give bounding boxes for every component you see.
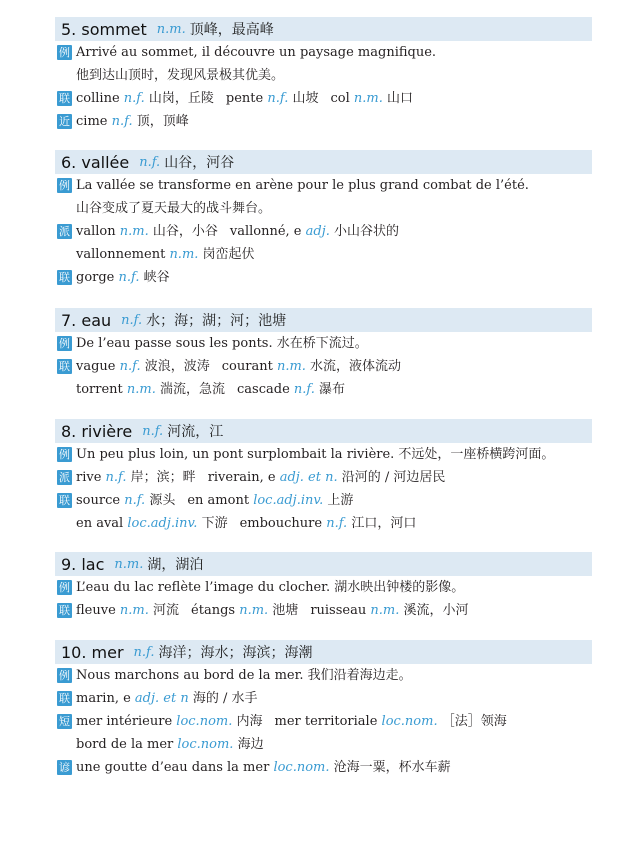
line-text: 山谷变成了夏天最大的战斗舞台。 [76,201,272,216]
line-text: mer intérieure [76,714,177,729]
line-text: 峡谷 [139,270,170,285]
entry-line [55,174,592,197]
part-of-speech: n.f. [121,312,143,328]
grammar-label: adj. [305,224,330,239]
translation: 海洋；海水；海滨；海潮 [158,645,313,661]
line-text: 顶，顶峰 [132,114,189,129]
line-text: rive [76,470,106,485]
line-text: 沿河的 / 河边居民 [337,470,446,485]
entry-lines [55,174,592,289]
grammar-label: adj. et n [134,691,189,706]
grammar-label: n.m. [119,224,149,239]
entry-line [55,197,592,220]
part-of-speech: n.f. [139,154,161,170]
entry-header [55,552,592,576]
line-text: cime [76,114,112,129]
entry-vallee [55,150,592,289]
translation: 河流，江 [167,424,224,440]
line-text: De l’eau passe sous les ponts. 水在桥下流过。 [76,336,368,351]
grammar-label: n.f. [123,91,145,106]
line-text: ruisseau [310,603,371,618]
line-text: 源头 [145,493,176,508]
line-text: 溪流，小河 [399,603,469,618]
section-tag-icon: 近 [59,115,70,128]
translation: 顶峰，最高峰 [189,22,274,38]
line-text: col [330,91,354,106]
entry-lines [55,41,592,133]
entry-line [55,355,592,378]
entry-lines [55,332,592,401]
entry-lines [55,576,592,622]
grammar-label: loc.nom. [176,714,233,729]
entry-line [55,733,592,756]
entry-line [55,243,592,266]
grammar-label: n.f. [111,114,133,129]
line-text: en amont [187,493,254,508]
line-text: 上游 [323,493,354,508]
line-text: riverain, e [207,470,280,485]
grammar-label: n.f. [326,516,348,531]
section-tag-icon: 派 [59,471,70,484]
grammar-label: n.m. [370,603,400,618]
line-text: 山岗，丘陵 [144,91,214,106]
grammar-label: n.m. [239,603,269,618]
entry-header [55,419,592,443]
entry-sommet [55,17,592,133]
line-text: gorge [76,270,119,285]
entry-line [55,332,592,355]
line-text: pente [225,91,268,106]
entry-mer [55,640,592,779]
line-text: Un peu plus loin, un pont surplombait la rivière. 不远处，一座桥横跨河面。 [76,447,555,462]
entry-line [55,756,592,779]
section-tag-icon: 例 [59,669,70,682]
line-text: vallon [76,224,120,239]
grammar-label: loc.nom. [273,760,330,775]
headword: 8. rivière [61,421,133,441]
line-text: bord de la mer [76,737,178,752]
headword: 7. eau [61,310,112,330]
entry-eau [55,308,592,401]
section-tag-icon: 联 [59,692,70,705]
grammar-label: n.f. [118,270,140,285]
grammar-label: n.m. [119,603,149,618]
entry-line [55,512,592,535]
grammar-label: n.f. [119,359,141,374]
entry-riviere [55,419,592,535]
grammar-label: n.f. [124,493,146,508]
part-of-speech: n.f. [133,644,155,660]
entry-line [55,220,592,243]
line-text: vallonné, e [229,224,306,239]
grammar-label: n.m. [353,91,383,106]
grammar-label: n.m. [169,247,199,262]
line-text: vallonnement [76,247,170,262]
entry-line [55,41,592,64]
grammar-label: loc.nom. [381,714,438,729]
entry-line [55,378,592,401]
headword: 9. lac [61,554,105,574]
part-of-speech: n.f. [142,423,164,439]
line-text: 山坡 [288,91,319,106]
line-text: 海的 / 水手 [188,691,258,706]
line-text: 山谷，小谷 [148,224,218,239]
section-tag-icon: 派 [59,225,70,238]
section-tag-icon: 例 [59,337,70,350]
section-tag-icon: 短 [59,715,70,728]
entry-line [55,576,592,599]
line-text: L’eau du lac reflète l’image du clocher. 湖水映出钟楼的影像。 [76,580,465,595]
entry-lac [55,552,592,622]
entry-line [55,710,592,733]
line-text: cascade [237,382,294,397]
line-text: 波浪，波涛 [140,359,210,374]
line-text: vague [76,359,120,374]
translation: 山谷，河谷 [164,155,235,171]
line-text: fleuve [76,603,120,618]
section-tag-icon: 联 [59,604,70,617]
part-of-speech: n.m. [156,21,186,37]
line-text: mer territoriale [274,714,382,729]
entry-line [55,110,592,133]
grammar-label: loc.adj.inv. [253,493,324,508]
line-text: 河流 [148,603,180,618]
line-text: 他到达山顶时，发现风景极其优美。 [76,68,285,83]
grammar-label: n.f. [105,470,127,485]
line-text: courant [221,359,277,374]
line-text: marin, e [76,691,135,706]
line-text: en aval [76,516,128,531]
grammar-label: n.m. [276,359,306,374]
section-tag-icon: 谚 [59,761,70,774]
entry-line [55,266,592,289]
entry-line [55,489,592,512]
line-text: 下游 [197,516,228,531]
entry-line [55,466,592,489]
line-text: 湍流，急流 [155,382,226,397]
line-text: torrent [76,382,127,397]
entry-line [55,443,592,466]
grammar-label: loc.nom. [177,737,234,752]
section-tag-icon: 联 [59,494,70,507]
line-text: 瀑布 [314,382,346,397]
entry-header [55,640,592,664]
line-text: 池塘 [268,603,299,618]
line-text: une goutte d’eau dans la mer [76,760,274,775]
grammar-label: n.f. [267,91,289,106]
grammar-label: n.m. [126,382,156,397]
line-text: étangs [191,603,240,618]
line-text: 山口 [382,91,414,106]
line-text: La vallée se transforme en arène pour le plus grand combat de l’été. [76,178,529,193]
line-text: 岗峦起伏 [198,247,255,262]
section-tag-icon: 联 [59,92,70,105]
entry-line [55,64,592,87]
entry-header [55,308,592,332]
section-tag-icon: 例 [59,179,70,192]
entry-lines [55,664,592,779]
line-text: 沧海一粟，杯水车薪 [329,760,451,775]
line-text: 水流，液体流动 [305,359,402,374]
section-tag-icon: 联 [59,360,70,373]
line-text: 江口，河口 [347,516,417,531]
line-text: ［法］领海 [437,714,507,729]
line-text: colline [76,91,124,106]
line-text: embouchure [239,516,327,531]
line-text: 岸；滨；畔 [126,470,196,485]
grammar-label: n.f. [293,382,315,397]
translation: 水；海；湖；河；池塘 [146,313,287,329]
line-text: 内海 [232,714,263,729]
entry-line [55,687,592,710]
section-tag-icon: 例 [59,448,70,461]
section-tag-icon: 例 [59,581,70,594]
grammar-label: adj. et n. [279,470,338,485]
part-of-speech: n.m. [114,556,144,572]
entry-line [55,87,592,110]
entry-line [55,664,592,687]
line-text: 小山谷状的 [329,224,400,239]
section-tag-icon: 联 [59,271,70,284]
section-tag-icon: 例 [59,46,70,59]
entry-header [55,17,592,41]
headword: 6. vallée [61,152,130,172]
line-text: 海边 [233,737,264,752]
line-text: Arrivé au sommet, il découvre un paysage magnifique. [76,45,437,60]
headword: 5. sommet [61,19,147,39]
entry-line [55,599,592,622]
line-text: source [76,493,125,508]
translation: 湖，湖泊 [147,557,204,573]
entry-header [55,150,592,174]
grammar-label: loc.adj.inv. [127,516,198,531]
headword: 10. mer [61,642,124,662]
line-text: Nous marchons au bord de la mer. 我们沿着海边走。 [76,668,412,683]
entry-lines [55,443,592,535]
